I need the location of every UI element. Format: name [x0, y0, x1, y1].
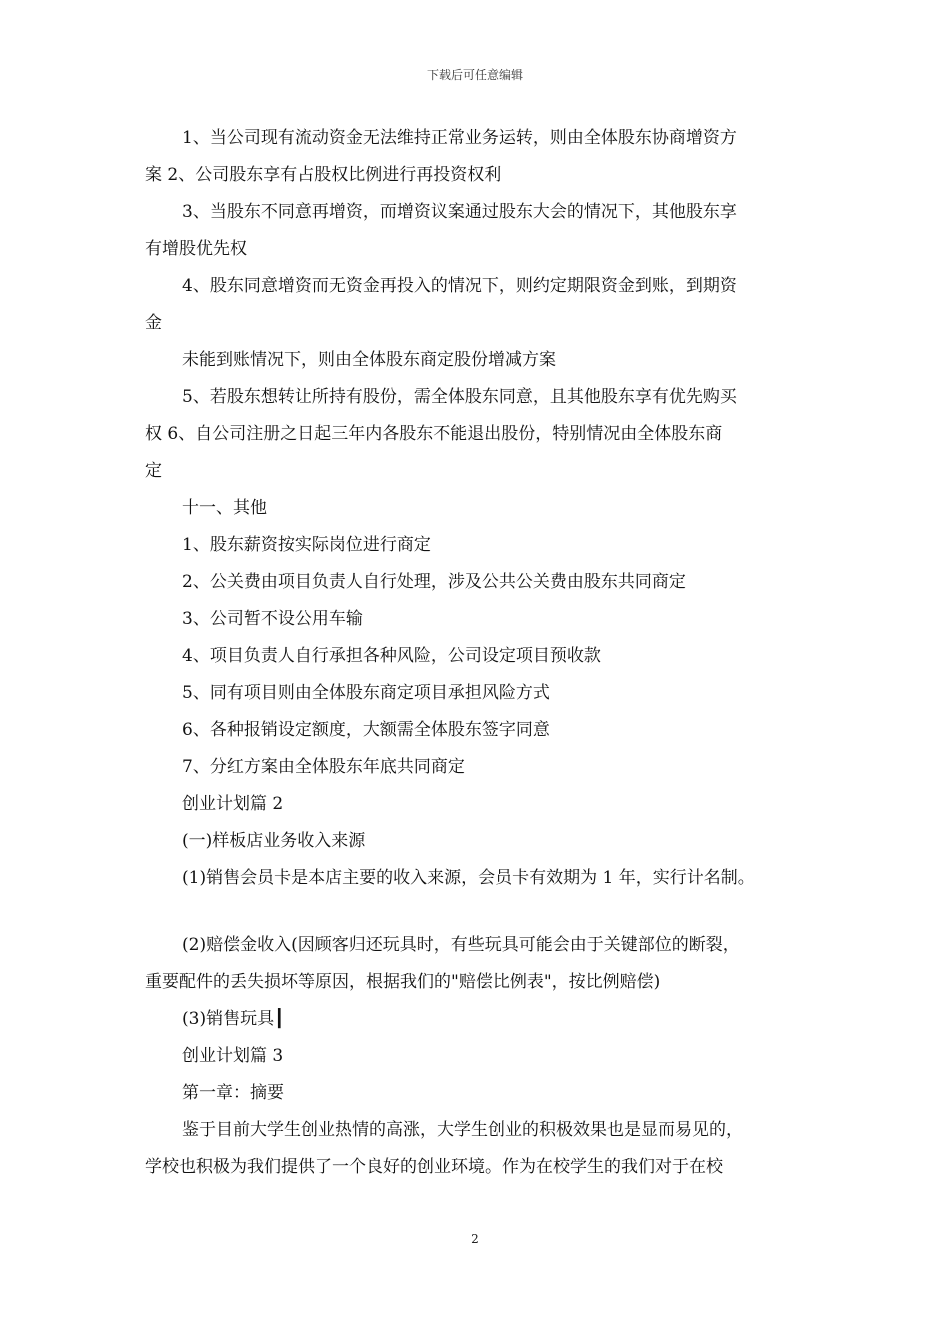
page-header: 下载后可任意编辑	[426, 68, 523, 82]
paragraph: 权 6、自公司注册之日起三年内各股东不能退出股份，特别情况由全体股东商	[145, 424, 723, 444]
paragraph: (2)赔偿金收入(因顾客归还玩具时，有些玩具可能会由于关键部位的断裂，	[182, 935, 740, 955]
list-item: 2、公关费由项目负责人自行处理，涉及公共公关费由股东共同商定	[182, 572, 686, 592]
paragraph: 有增股优先权	[145, 239, 247, 259]
page-number: 2	[471, 1232, 479, 1246]
list-item: 7、分红方案由全体股东年底共同商定	[182, 757, 465, 777]
section-heading: (一)样板店业务收入来源	[182, 831, 366, 851]
paragraph: 5、若股东想转让所持有股份，需全体股东同意，且其他股东享有优先购买	[182, 387, 737, 407]
paragraph: 3、当股东不同意再增资，而增资议案通过股东大会的情况下，其他股东享	[182, 202, 737, 222]
paragraph: 金	[145, 313, 162, 333]
section-title: 创业计划篇 3	[182, 1046, 284, 1066]
paragraph: 1、当公司现有流动资金无法维持正常业务运转，则由全体股东协商增资方	[182, 128, 737, 148]
paragraph: (1)销售会员卡是本店主要的收入来源，会员卡有效期为 1 年，实行计名制。	[182, 868, 755, 888]
list-item: 6、各种报销设定额度，大额需全体股东签字同意	[182, 720, 550, 740]
paragraph: 重要配件的丢失损坏等原因，根据我们的"赔偿比例表"，按比例赔偿)	[145, 972, 661, 992]
document-body	[145, 120, 825, 1186]
paragraph: 鉴于目前大学生创业热情的高涨，大学生创业的积极效果也是显而易见的，	[182, 1120, 743, 1140]
paragraph: 学校也积极为我们提供了一个良好的创业环境。作为在校学生的我们对于在校	[145, 1157, 723, 1177]
paragraph: 未能到账情况下，则由全体股东商定股份增减方案	[182, 350, 556, 370]
paragraph: (3)销售玩具┃	[182, 1009, 285, 1029]
paragraph: 案 2、公司股东享有占股权比例进行再投资权利	[145, 165, 502, 185]
list-item: 3、公司暂不设公用车输	[182, 609, 363, 629]
section-heading: 十一、其他	[182, 498, 267, 518]
blank-gap	[145, 897, 825, 927]
list-item: 1、股东薪资按实际岗位进行商定	[182, 535, 431, 555]
list-item: 4、项目负责人自行承担各种风险，公司设定项目预收款	[182, 646, 601, 666]
section-title: 创业计划篇 2	[182, 794, 284, 814]
chapter-heading: 第一章：摘要	[182, 1083, 284, 1103]
list-item: 5、同有项目则由全体股东商定项目承担风险方式	[182, 683, 550, 703]
paragraph: 定	[145, 461, 162, 481]
paragraph: 4、股东同意增资而无资金再投入的情况下，则约定期限资金到账，到期资	[182, 276, 737, 296]
